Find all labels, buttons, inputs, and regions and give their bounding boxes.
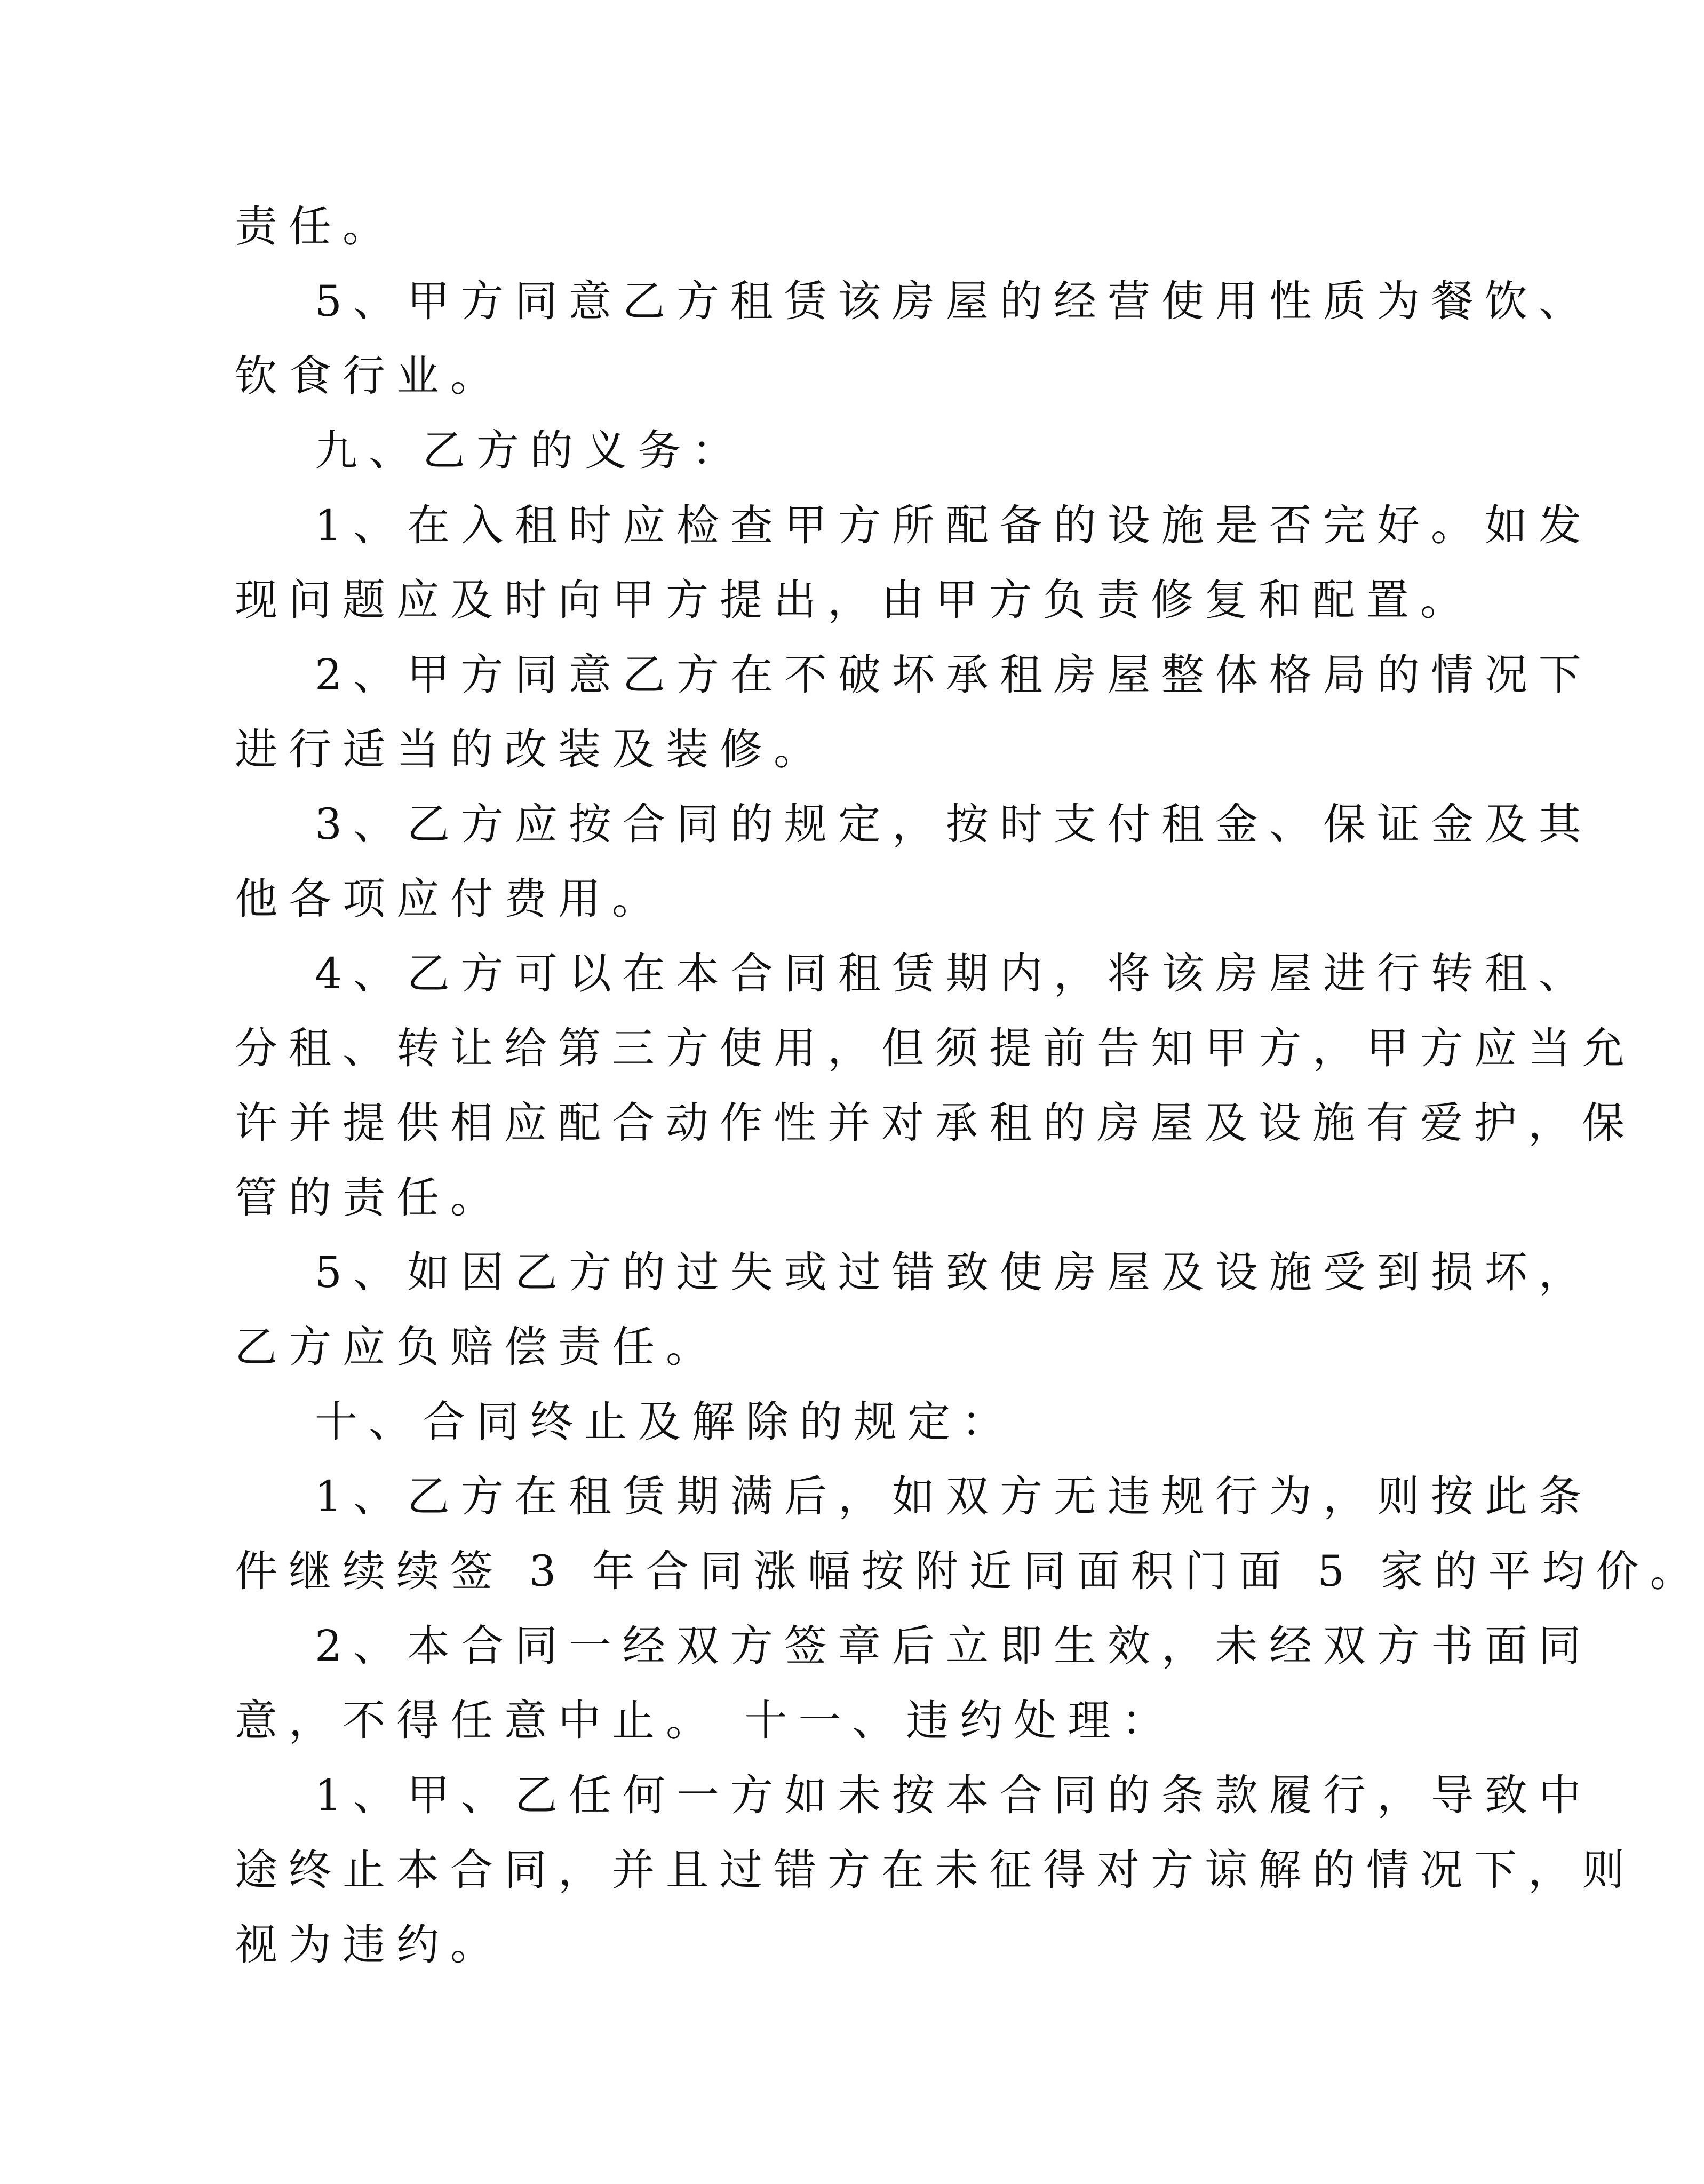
text-line-20: 2、本合同一经双方签章后立即生效，未经双方书面同 — [315, 1621, 1592, 1671]
section-heading-10: 十、合同终止及解除的规定： — [315, 1397, 1015, 1447]
text-line-19: 件继续续签 3 年合同涨幅按附近同面积门面 5 家的平均价。 — [235, 1546, 1704, 1596]
text-line-22: 1、甲、乙任何一方如未按本合同的条款履行，导致中 — [315, 1770, 1592, 1820]
text-line-1: 责任。 — [235, 202, 396, 251]
text-line-16: 乙方应负赔偿责任。 — [235, 1322, 720, 1372]
text-line-24: 视为违约。 — [235, 1920, 504, 1969]
text-line-7: 2、甲方同意乙方在不破坏承租房屋整体格局的情况下 — [315, 650, 1592, 700]
text-line-9: 3、乙方应按合同的规定，按时支付租金、保证金及其 — [315, 799, 1592, 849]
text-line-2: 5、甲方同意乙方租赁该房屋的经营使用性质为餐饮、 — [315, 276, 1592, 326]
text-line-18: 1、乙方在租赁期满后，如双方无违规行为，则按此条 — [315, 1472, 1592, 1521]
text-line-14: 管的责任。 — [235, 1173, 504, 1222]
text-line-3: 钦食行业。 — [235, 351, 504, 401]
text-line-10: 他各项应付费用。 — [235, 874, 666, 924]
text-line-15: 5、如因乙方的过失或过错致使房屋及设施受到损坏， — [315, 1248, 1592, 1297]
text-line-13: 许并提供相应配合动作性并对承租的房屋及设施有爱护，保 — [235, 1098, 1636, 1148]
text-line-11: 4、乙方可以在本合同租赁期内，将该房屋进行转租、 — [315, 949, 1592, 998]
text-line-23: 途终止本合同，并且过错方在未征得对方谅解的情况下，则 — [235, 1845, 1636, 1895]
text-line-12: 分租、转让给第三方使用，但须提前告知甲方，甲方应当允 — [235, 1023, 1636, 1073]
text-line-6: 现问题应及时向甲方提出，由甲方负责修复和配置。 — [235, 575, 1474, 625]
text-line-21: 意，不得任意中止。 十一、违约处理： — [235, 1696, 1176, 1745]
text-line-5: 1、在入租时应检查甲方所配备的设施是否完好。如发 — [315, 501, 1592, 550]
text-line-8: 进行适当的改装及装修。 — [235, 725, 827, 774]
section-heading-9: 九、乙方的义务： — [315, 426, 746, 475]
